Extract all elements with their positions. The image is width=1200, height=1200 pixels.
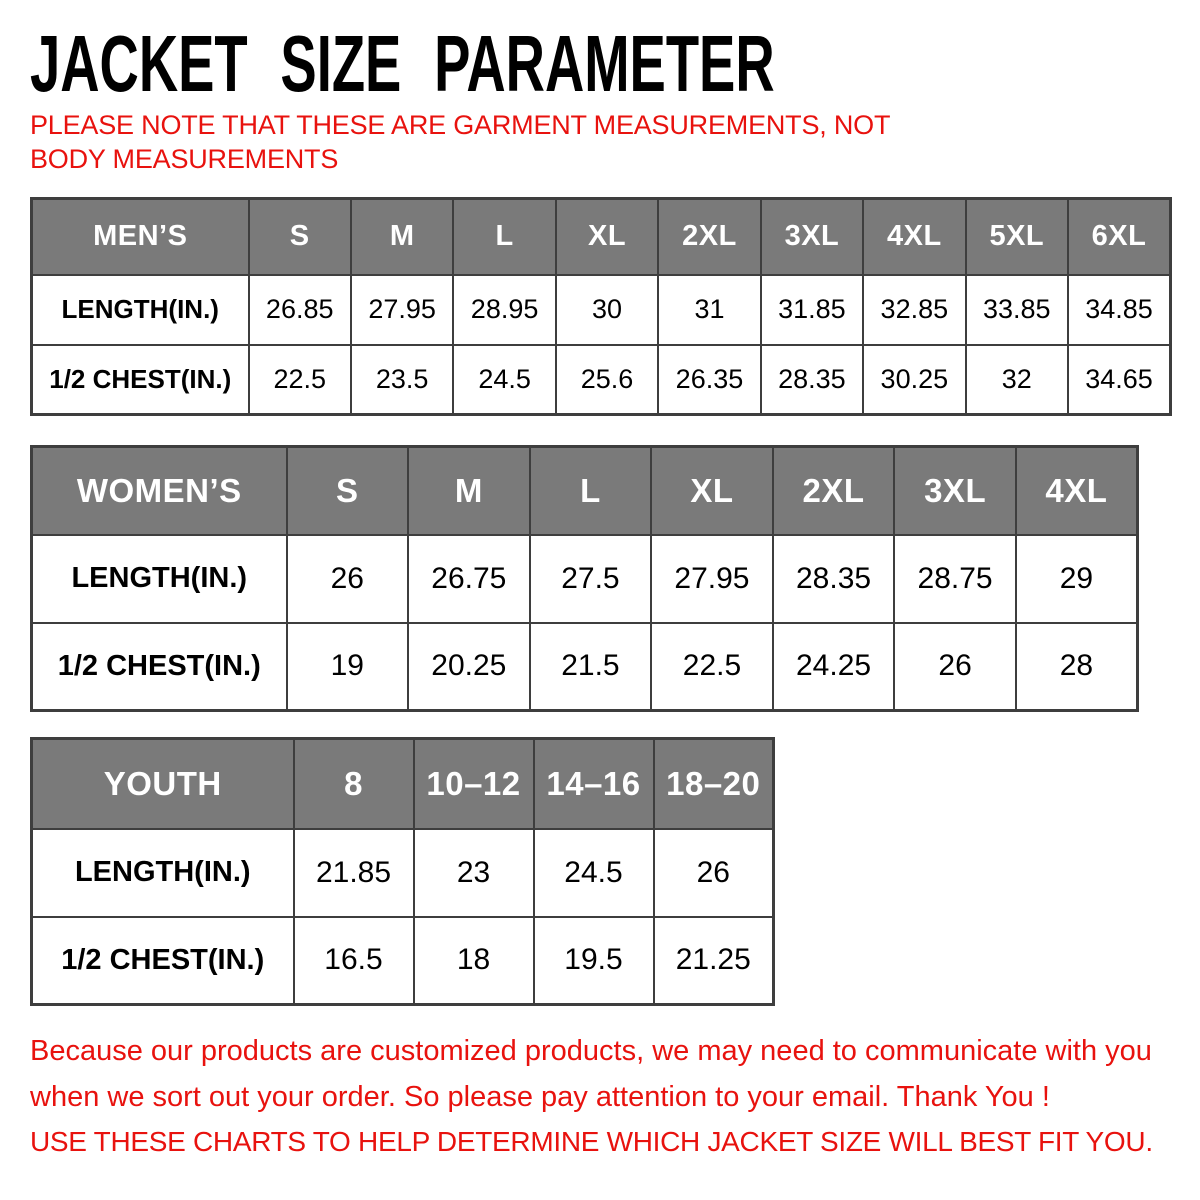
mens-measurement-value: 26.85 — [249, 275, 351, 345]
mens-measurement-label: 1/2 CHEST(IN.) — [32, 345, 249, 415]
youth-measurement-value: 23 — [414, 829, 534, 917]
womens-size-column-header: 2XL — [773, 447, 895, 535]
mens-measurement-value: 31.85 — [761, 275, 863, 345]
mens-measurement-value: 34.85 — [1068, 275, 1171, 345]
womens-measurement-label: 1/2 CHEST(IN.) — [32, 623, 287, 711]
youth-measurement-label: LENGTH(IN.) — [32, 829, 294, 917]
youth-size-column-header: 18–20 — [654, 739, 774, 829]
mens-measurement-value: 32.85 — [863, 275, 965, 345]
youth-size-column-header: 8 — [294, 739, 414, 829]
mens-measurement-value: 27.95 — [351, 275, 453, 345]
womens-measurement-value: 27.95 — [651, 535, 773, 623]
mens-measurement-value: 34.65 — [1068, 345, 1171, 415]
womens-measurement-value: 24.25 — [773, 623, 895, 711]
womens-measurement-value: 22.5 — [651, 623, 773, 711]
youth-group-label: YOUTH — [32, 739, 294, 829]
customization-notice-text: Because our products are customized products, we may need to communicate with you when we sort out your order. So please pay attention to your email. Thank You ! — [30, 1035, 1152, 1114]
mens-measurement-value: 30 — [556, 275, 658, 345]
womens-measurement-value: 20.25 — [408, 623, 530, 711]
youth-size-column-header: 10–12 — [414, 739, 534, 829]
womens-size-column-header: L — [530, 447, 652, 535]
mens-measurement-value: 28.95 — [453, 275, 555, 345]
youth-measurement-value: 19.5 — [534, 917, 654, 1005]
youth-measurement-value: 24.5 — [534, 829, 654, 917]
mens-measurement-row — [32, 345, 1171, 415]
womens-size-column-header: 4XL — [1016, 447, 1138, 535]
youth-measurement-value: 21.85 — [294, 829, 414, 917]
womens-measurement-label: LENGTH(IN.) — [32, 535, 287, 623]
womens-header-row — [32, 447, 1138, 535]
womens-group-label: WOMEN’S — [32, 447, 287, 535]
womens-size-column-header: XL — [651, 447, 773, 535]
mens-size-column-header: XL — [556, 199, 658, 275]
page-title: JACKET SIZE PARAMETER — [30, 19, 775, 108]
youth-measurement-row — [32, 917, 774, 1005]
womens-size-table — [30, 445, 1139, 712]
mens-size-column-header: 6XL — [1068, 199, 1171, 275]
womens-measurement-value: 21.5 — [530, 623, 652, 711]
mens-measurement-label: LENGTH(IN.) — [32, 275, 249, 345]
womens-measurement-value: 28 — [1016, 623, 1138, 711]
mens-size-column-header: 2XL — [658, 199, 760, 275]
mens-measurement-value: 23.5 — [351, 345, 453, 415]
youth-measurement-label: 1/2 CHEST(IN.) — [32, 917, 294, 1005]
mens-header-row — [32, 199, 1171, 275]
mens-measurement-row — [32, 275, 1171, 345]
mens-size-column-header: 5XL — [966, 199, 1068, 275]
mens-size-table — [30, 197, 1172, 416]
womens-measurement-value: 26 — [894, 623, 1016, 711]
mens-measurement-value: 28.35 — [761, 345, 863, 415]
mens-measurement-value: 22.5 — [249, 345, 351, 415]
youth-measurement-value: 21.25 — [654, 917, 774, 1005]
mens-measurement-value: 33.85 — [966, 275, 1068, 345]
mens-measurement-value: 26.35 — [658, 345, 760, 415]
youth-measurement-value: 18 — [414, 917, 534, 1005]
youth-size-column-header: 14–16 — [534, 739, 654, 829]
womens-size-column-header: S — [287, 447, 409, 535]
womens-size-column-header: M — [408, 447, 530, 535]
mens-measurement-value: 24.5 — [453, 345, 555, 415]
mens-size-column-header: S — [249, 199, 351, 275]
chart-usage-instruction-text: USE THESE CHARTS TO HELP DETERMINE WHICH JACKET SIZE WILL BEST FIT YOU. — [30, 1126, 1153, 1157]
mens-measurement-value: 30.25 — [863, 345, 965, 415]
youth-header-row — [32, 739, 774, 829]
mens-size-column-header: 3XL — [761, 199, 863, 275]
mens-group-label: MEN’S — [32, 199, 249, 275]
womens-measurement-row — [32, 623, 1138, 711]
womens-measurement-value: 29 — [1016, 535, 1138, 623]
mens-measurement-value: 31 — [658, 275, 760, 345]
mens-size-column-header: M — [351, 199, 453, 275]
mens-size-column-header: 4XL — [863, 199, 965, 275]
garment-measurement-note: PLEASE NOTE THAT THESE ARE GARMENT MEASUREMENTS, NOT BODY MEASUREMENTS — [30, 110, 890, 175]
mens-measurement-value: 32 — [966, 345, 1068, 415]
womens-measurement-row — [32, 535, 1138, 623]
mens-measurement-value: 25.6 — [556, 345, 658, 415]
womens-measurement-value: 28.35 — [773, 535, 895, 623]
mens-size-column-header: L — [453, 199, 555, 275]
womens-measurement-value: 19 — [287, 623, 409, 711]
womens-measurement-value: 26 — [287, 535, 409, 623]
youth-measurement-value: 16.5 — [294, 917, 414, 1005]
youth-size-table — [30, 737, 775, 1006]
womens-size-column-header: 3XL — [894, 447, 1016, 535]
womens-measurement-value: 26.75 — [408, 535, 530, 623]
womens-measurement-value: 28.75 — [894, 535, 1016, 623]
womens-measurement-value: 27.5 — [530, 535, 652, 623]
youth-measurement-row — [32, 829, 774, 917]
youth-measurement-value: 26 — [654, 829, 774, 917]
